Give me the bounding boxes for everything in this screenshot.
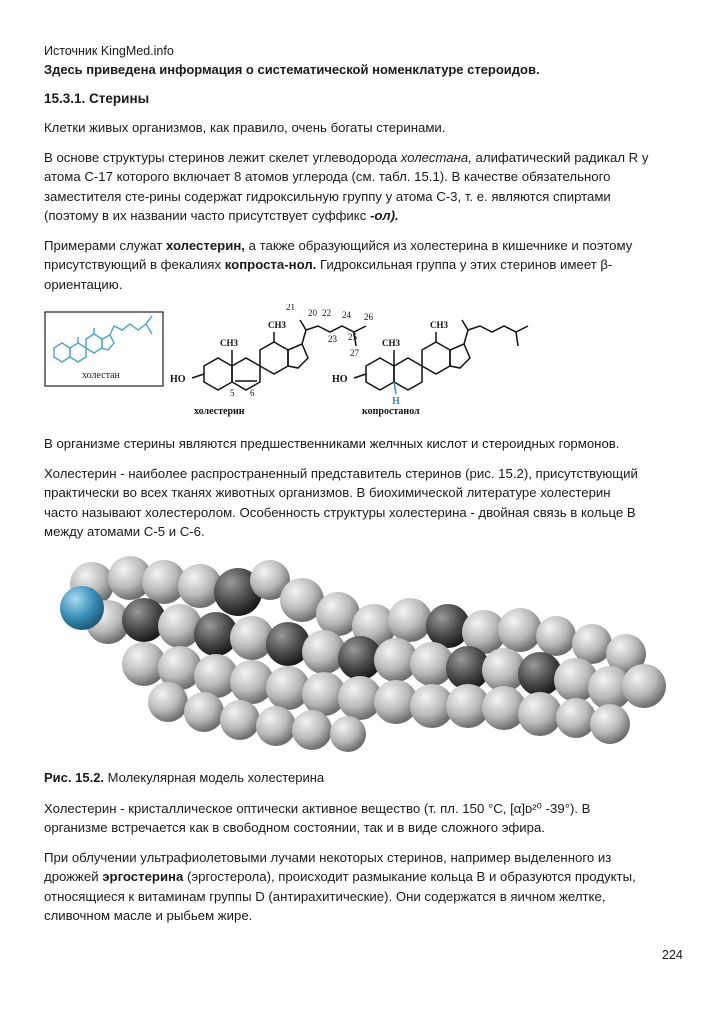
- page-number: 224: [662, 948, 683, 962]
- bold-suffix-ol: -ол).: [369, 208, 399, 223]
- text-line: организме встречается как в свободном состоянии, так и в виде сложного эфира.: [44, 820, 545, 835]
- text-span: Гидроксильная группа у этих стеринов имеет β-: [316, 257, 613, 272]
- carbon-number-22: 22: [322, 308, 331, 318]
- carbon-number-26: 26: [364, 312, 373, 322]
- text-line: сливочном масле и рыбьем жире.: [44, 908, 253, 923]
- text-span: дрожжей: [44, 869, 103, 884]
- paragraph-3: [44, 236, 684, 295]
- text-span: В основе структуры стеринов лежит скелет углеводорода: [44, 149, 401, 165]
- molecular-model-figure: [44, 556, 684, 756]
- carbon-number-27: 27: [350, 348, 359, 358]
- text-span: присутствующий в фекалиях: [44, 257, 225, 272]
- paragraph-6: [44, 799, 684, 838]
- text-span: а также образующийся из холестерина в кишечнике и поэтому: [244, 237, 633, 253]
- cholestane-label: холестан: [82, 370, 120, 381]
- figure-caption: [44, 770, 684, 785]
- hydrogen-label: H: [392, 396, 400, 407]
- paragraph-4: В организме стерины являются предшественниками желчных кислот и стероидных гормонов.: [44, 436, 620, 451]
- carbon-number-20: 20: [308, 308, 317, 318]
- paragraph-5: [44, 464, 684, 542]
- document-page: [44, 44, 684, 936]
- italic-term-cholestane: холестана,: [400, 149, 472, 165]
- methyl-label: CH3: [430, 320, 448, 330]
- text-span: (поэтому в их названии часто присутствует суффикс: [44, 208, 370, 223]
- section-title: 15.3.1. Стерины: [44, 91, 150, 106]
- oxygen-atom: [60, 586, 104, 630]
- hydroxyl-label: HO: [170, 374, 186, 385]
- text-line: заместителя сте-рины содержат гидроксильную группу у атома С-3, т. е. являются спиртами: [44, 188, 611, 204]
- text-line: Холестерин - кристаллическое оптически активное вещество (т. пл. 150 °С, [α]ᴅ²⁰ -39°). В: [44, 800, 591, 816]
- carbon-number-24: 24: [342, 310, 351, 320]
- carbon-number-5: 5: [230, 388, 235, 398]
- source-line: Источник KingMed.info: [44, 44, 174, 58]
- structures-svg: [44, 304, 684, 422]
- paragraph-7: [44, 848, 684, 926]
- bold-term-cholesterol: холестерин,: [165, 237, 245, 253]
- caption-text: Молекулярная модель холестерина: [104, 769, 325, 785]
- caption-label: Рис. 15.2.: [44, 769, 105, 785]
- text-line: относящиеся к витаминам группы D (антирахитические). Они содержатся в яичном желтке,: [44, 888, 606, 904]
- paragraph-2: [44, 148, 684, 226]
- carbon-number-6: 6: [250, 388, 255, 398]
- text-span: Примерами служат: [44, 237, 166, 253]
- carbon-number-21: 21: [286, 304, 295, 312]
- cholesterol-labels: [170, 304, 374, 417]
- methyl-label: CH3: [382, 338, 400, 348]
- methyl-label: CH3: [268, 320, 286, 330]
- methyl-label: CH3: [220, 338, 238, 348]
- text-line: атома С-17 которого включает 8 атомов углерода (см. табл. 15.1). В качестве обязательного: [44, 169, 611, 184]
- text-line: часто называют холестеролом. Особенность структуры холестерина - двойная связь в кольце B: [44, 504, 636, 520]
- carbon-number-25: 25: [348, 332, 357, 342]
- space-filling-model-svg: [44, 556, 684, 756]
- coprostanol-label: копростанол: [362, 406, 420, 417]
- paragraph-1: Клетки живых организмов, как правило, очень богаты стеринами.: [44, 120, 446, 135]
- cholesterol-label: холестерин: [194, 406, 245, 417]
- cholestane-structure: [45, 312, 163, 386]
- coprostanol-structure: [354, 320, 528, 394]
- bold-term-coprostanol: копроста-нол.: [224, 257, 317, 272]
- bold-term-ergosterol: эргостерина: [102, 869, 184, 884]
- text-line: ориентацию.: [44, 276, 123, 292]
- carbon-number-23: 23: [328, 334, 337, 344]
- text-line: между атомами С-5 и С-6.: [44, 524, 205, 539]
- intro-heading: Здесь приведена информация о систематической номенклатуре стероидов.: [44, 62, 540, 77]
- atom-spheres: [60, 556, 666, 752]
- sterol-structures-figure: [44, 304, 684, 422]
- text-line: Холестерин - наиболее распространенный представитель стеринов (рис. 15.2), присутствующий: [44, 465, 638, 481]
- text-span: (эргостерола), происходит размыкание кольца B и образуются продукты,: [183, 869, 636, 884]
- text-line: При облучении ультрафиолетовыми лучами некоторых стеринов, например выделенного из: [44, 849, 612, 865]
- text-span: алифатический радикал R у: [471, 149, 649, 165]
- hydroxyl-label: HO: [332, 374, 348, 385]
- text-line: практически во всех тканях животных организмов. В биохимической литературе холестерин: [44, 485, 611, 500]
